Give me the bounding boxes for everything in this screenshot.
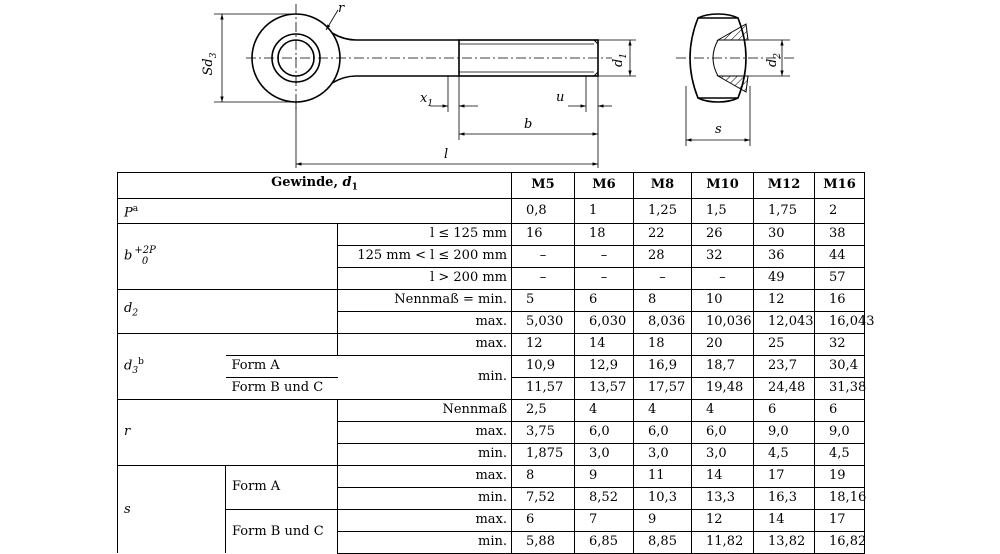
cell: 6,85 [575, 531, 634, 553]
cell: 16,043 [815, 311, 865, 333]
cell: – [575, 245, 634, 267]
cell: 1,75 [754, 198, 815, 223]
condition: min. [338, 355, 512, 399]
cell: 10,036 [692, 311, 754, 333]
cell: 1,5 [692, 198, 754, 223]
row-p [118, 198, 865, 223]
header-row [118, 173, 865, 199]
cell: 16 [512, 223, 575, 245]
cell: 6,0 [634, 421, 692, 443]
cell: 24,48 [754, 377, 815, 399]
cell: 5,030 [512, 311, 575, 333]
row-d2-1 [118, 289, 865, 311]
cell: 13,82 [754, 531, 815, 553]
row-s-bc-max [118, 509, 865, 531]
cell: 28 [634, 245, 692, 267]
header-size: M16 [815, 173, 865, 199]
cell: 6 [754, 399, 815, 421]
cell: 12 [512, 333, 575, 355]
cell: – [512, 267, 575, 289]
cell: 4 [634, 399, 692, 421]
cell: 2,5 [512, 399, 575, 421]
cell: 4 [692, 399, 754, 421]
cell: 17 [815, 509, 865, 531]
cell: 16 [815, 289, 865, 311]
header-gewinde: Gewinde, $d_1$ [118, 173, 512, 199]
cell: 3,0 [692, 443, 754, 465]
cell: 12,043 [754, 311, 815, 333]
cell: 17 [754, 465, 815, 487]
cell: 9,0 [815, 421, 865, 443]
cell: 16,3 [754, 487, 815, 509]
cell: 26 [692, 223, 754, 245]
label-s: s [715, 122, 722, 137]
cell: 19 [815, 465, 865, 487]
cell: 13,3 [692, 487, 754, 509]
row-d3-form-a [118, 355, 865, 377]
cell: 8 [512, 465, 575, 487]
form-a-label: Form A [226, 465, 338, 509]
condition: min. [338, 531, 512, 553]
cell: – [634, 267, 692, 289]
cell: 32 [692, 245, 754, 267]
form-bc-label: Form B und C [226, 377, 338, 399]
cell: 18,7 [692, 355, 754, 377]
cell: 6 [512, 509, 575, 531]
form-a-label: Form A [226, 355, 338, 377]
cell: 6,0 [692, 421, 754, 443]
cell: – [512, 245, 575, 267]
cell: 36 [754, 245, 815, 267]
cell: 12,9 [575, 355, 634, 377]
cell: 23,7 [754, 355, 815, 377]
header-size: M5 [512, 173, 575, 199]
cell: 19,48 [692, 377, 754, 399]
cell: 31,38 [815, 377, 865, 399]
condition: max. [338, 333, 512, 355]
cell: 57 [815, 267, 865, 289]
condition: Nennmaß = min. [338, 289, 512, 311]
cell: 3,0 [575, 443, 634, 465]
condition: max. [338, 509, 512, 531]
cell: 6,0 [575, 421, 634, 443]
condition: max. [338, 465, 512, 487]
eye-bolt-drawing [0, 0, 1000, 172]
label-u: u [556, 90, 565, 105]
cell: 18,16 [815, 487, 865, 509]
cell: 4 [575, 399, 634, 421]
row-s-a-max [118, 465, 865, 487]
cell: 18 [634, 333, 692, 355]
cell: 14 [692, 465, 754, 487]
cell: 1 [575, 198, 634, 223]
cell: 4,5 [754, 443, 815, 465]
cell: 7 [575, 509, 634, 531]
cell: 16,9 [634, 355, 692, 377]
cell: 30 [754, 223, 815, 245]
cell: 2 [815, 198, 865, 223]
cell: 16,82 [815, 531, 865, 553]
cell: 7,52 [512, 487, 575, 509]
cell: 3,75 [512, 421, 575, 443]
condition: Nennmaß [338, 399, 512, 421]
cell: 11,82 [692, 531, 754, 553]
cell: 8,52 [575, 487, 634, 509]
condition: l > 200 mm [338, 267, 512, 289]
cell: 9 [634, 509, 692, 531]
cell: 12 [754, 289, 815, 311]
label-d2: $d_2$ [765, 52, 783, 68]
cell: 30,4 [815, 355, 865, 377]
header-size: M12 [754, 173, 815, 199]
cell: 8,85 [634, 531, 692, 553]
label-l: l [444, 147, 449, 162]
cell: – [692, 267, 754, 289]
cell: 17,57 [634, 377, 692, 399]
cell: 32 [815, 333, 865, 355]
cell: 10,3 [634, 487, 692, 509]
label-b: b [524, 117, 533, 132]
row-r-1 [118, 399, 865, 421]
form-bc-label: Form B und C [226, 509, 338, 553]
cell: 8 [634, 289, 692, 311]
condition: max. [338, 421, 512, 443]
cell: 12 [692, 509, 754, 531]
cell: 8,036 [634, 311, 692, 333]
condition: min. [338, 443, 512, 465]
cell: 6 [575, 289, 634, 311]
symbol-d2: $d_2$ [118, 289, 338, 333]
condition: min. [338, 487, 512, 509]
cell: 9,0 [754, 421, 815, 443]
label-r: r [338, 1, 345, 16]
symbol-s: s [118, 465, 226, 553]
label-sd3: $Sd_3$ [201, 52, 219, 76]
symbol-b: b +2P 0 [118, 223, 338, 289]
header-size: M10 [692, 173, 754, 199]
cell: 11,57 [512, 377, 575, 399]
cell: 9 [575, 465, 634, 487]
condition: l ≤ 125 mm [338, 223, 512, 245]
label-d1: $d_1$ [611, 52, 629, 68]
cell: 1,25 [634, 198, 692, 223]
cell: – [575, 267, 634, 289]
cell: 6,030 [575, 311, 634, 333]
cell: 4,5 [815, 443, 865, 465]
cell: 1,875 [512, 443, 575, 465]
symbol-d3: $d_3^b$ [118, 333, 226, 399]
dimension-table [117, 172, 875, 554]
row-d3-max [118, 333, 865, 355]
cell: 14 [575, 333, 634, 355]
header-size: M8 [634, 173, 692, 199]
symbol-p: $P^a$ [118, 198, 512, 223]
cell: 0,8 [512, 198, 575, 223]
cell: 49 [754, 267, 815, 289]
cell: 18 [575, 223, 634, 245]
label-x1: $x_1$ [420, 91, 434, 109]
condition: 125 mm < l ≤ 200 mm [338, 245, 512, 267]
cell: 10 [692, 289, 754, 311]
cell: 5,88 [512, 531, 575, 553]
header-size: M6 [575, 173, 634, 199]
cell: 10,9 [512, 355, 575, 377]
cell: 14 [754, 509, 815, 531]
row-b-1 [118, 223, 865, 245]
symbol-r: r [118, 399, 338, 465]
cell: 20 [692, 333, 754, 355]
cell: 25 [754, 333, 815, 355]
cell: 6 [815, 399, 865, 421]
cell: 3,0 [634, 443, 692, 465]
cell: 13,57 [575, 377, 634, 399]
cell: 22 [634, 223, 692, 245]
cell: 11 [634, 465, 692, 487]
cell: 5 [512, 289, 575, 311]
cell: 44 [815, 245, 865, 267]
condition: max. [338, 311, 512, 333]
cell: 38 [815, 223, 865, 245]
